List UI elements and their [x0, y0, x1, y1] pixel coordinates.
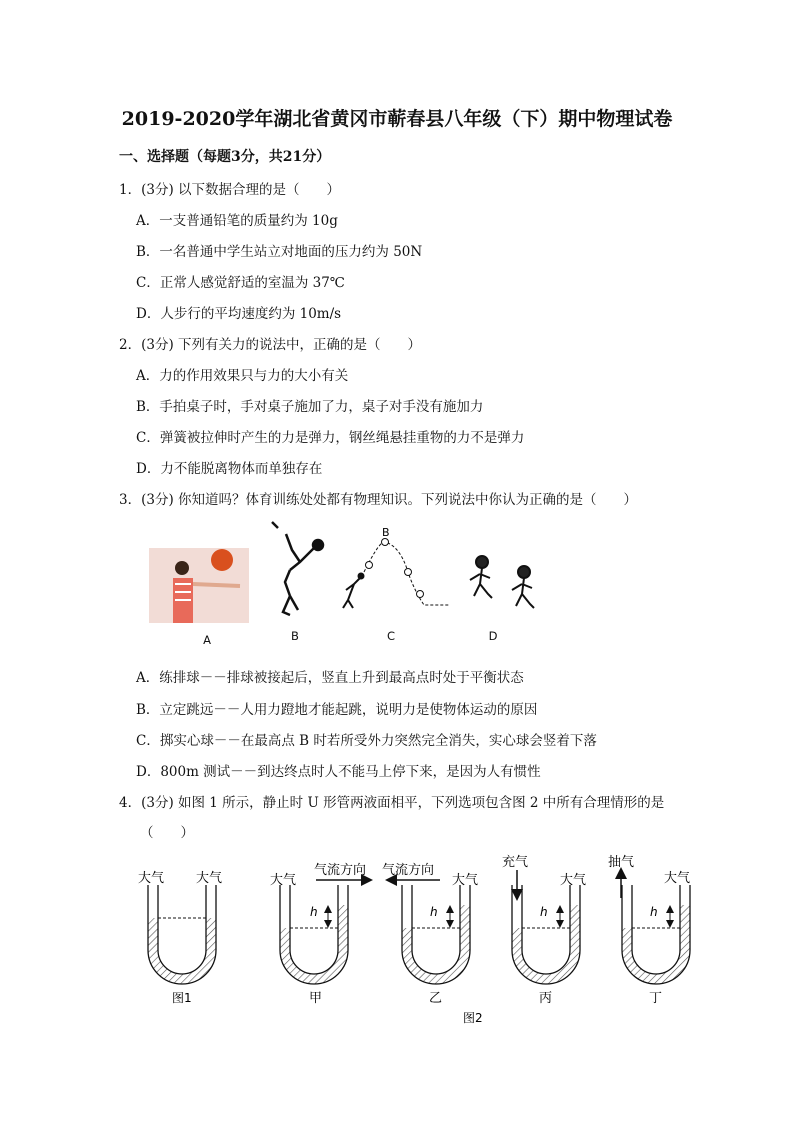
question-2-option-a: A．力的作用效果只与力的大小有关: [136, 368, 349, 384]
bing-caption: 丙: [539, 991, 553, 1006]
question-1-stem: 1．(3分) 以下数据合理的是（ ）: [119, 182, 341, 198]
ding-h-label: h: [650, 905, 658, 919]
question-1-option-b: B．一名普通中学生站立对地面的压力约为 50N: [136, 244, 423, 260]
standing-jump-figure: [272, 522, 323, 615]
jia-caption: 甲: [309, 991, 323, 1006]
question-1-option-d: D．人步行的平均速度约为 10m/s: [136, 306, 342, 322]
fig2-caption: 图2: [463, 1011, 483, 1025]
figure-label-d: D: [488, 629, 498, 643]
question-3-option-a: A．练排球－－排球被接起后，竖直上升到最高点时处于平衡状态: [136, 670, 524, 686]
figure-label-a: A: [203, 633, 211, 647]
question-4-answer-paren: （ ）: [140, 825, 194, 841]
section-heading: 一、选择题（每题3分，共21分）: [119, 149, 331, 165]
bing-air-label: 大气: [560, 873, 587, 888]
shot-put-figure: [343, 526, 450, 608]
fig1-caption: 图1: [172, 991, 192, 1005]
trajectory-point-b-label: B: [382, 526, 390, 539]
jia-flow-label: 气流方向: [314, 863, 367, 878]
question-2-option-d: D．力不能脱离物体而单独存在: [136, 461, 323, 477]
u-tube-yi: [382, 862, 478, 1006]
question-3-option-c: C．掷实心球－－在最高点 B 时若所受外力突然完全消失，实心球会竖着下落: [136, 733, 597, 749]
bing-h-label: h: [540, 905, 548, 919]
question-3-option-d: D．800m 测试－－到达终点时人不能马上停下来，是因为人有惯性: [136, 764, 541, 780]
volleyball-photo: [149, 548, 249, 623]
runners-figure: [470, 556, 534, 608]
ding-caption: 丁: [649, 991, 663, 1006]
u-tube-figure: [130, 850, 710, 1025]
u-tube-bing: [502, 854, 586, 1006]
question-1-option-c: C．正常人感觉舒适的室温为 37℃: [136, 275, 345, 291]
yi-air-label: 大气: [452, 873, 479, 888]
fig1-left-air-label: 大气: [138, 871, 165, 886]
fig1-right-air-label: 大气: [196, 871, 223, 886]
yi-caption: 乙: [429, 991, 443, 1006]
u-tube-ding: [608, 854, 690, 1006]
question-2-option-c: C．弹簧被拉伸时产生的力是弹力，钢丝绳悬挂重物的力不是弹力: [136, 430, 525, 446]
question-2-option-b: B．手拍桌子时，手对桌子施加了力，桌子对手没有施加力: [136, 399, 484, 415]
yi-flow-label: 气流方向: [382, 863, 435, 878]
jia-h-label: h: [310, 905, 318, 919]
question-4-stem: 4．(3分) 如图 1 所示，静止时 U 形管两液面相平，下列选项包含图 2 中所有合理情形的是: [119, 795, 665, 811]
question-2-stem: 2．(3分) 下列有关力的说法中，正确的是（ ）: [119, 337, 422, 353]
yi-h-label: h: [430, 905, 438, 919]
question-3-option-b: B．立定跳远－－人用力蹬地才能起跳，说明力是使物体运动的原因: [136, 702, 538, 718]
question-1-option-a: A．一支普通铅笔的质量约为 10g: [136, 213, 338, 229]
question-3-stem: 3．(3分) 你知道吗？体育训练处处都有物理知识。下列说法中你认为正确的是（ ）: [119, 492, 638, 508]
ding-pump-label: 抽气: [608, 855, 635, 870]
u-tube-fig1: [138, 870, 222, 1005]
u-tube-jia: [270, 862, 370, 1006]
figure-label-c: C: [386, 629, 396, 643]
jia-air-label: 大气: [270, 873, 297, 888]
ding-air-label: 大气: [664, 871, 691, 886]
figure-label-b: B: [291, 629, 299, 643]
exam-title: 2019-2020学年湖北省黄冈市蕲春县八年级（下）期中物理试卷: [121, 108, 673, 130]
bing-charge-label: 充气: [502, 855, 529, 870]
